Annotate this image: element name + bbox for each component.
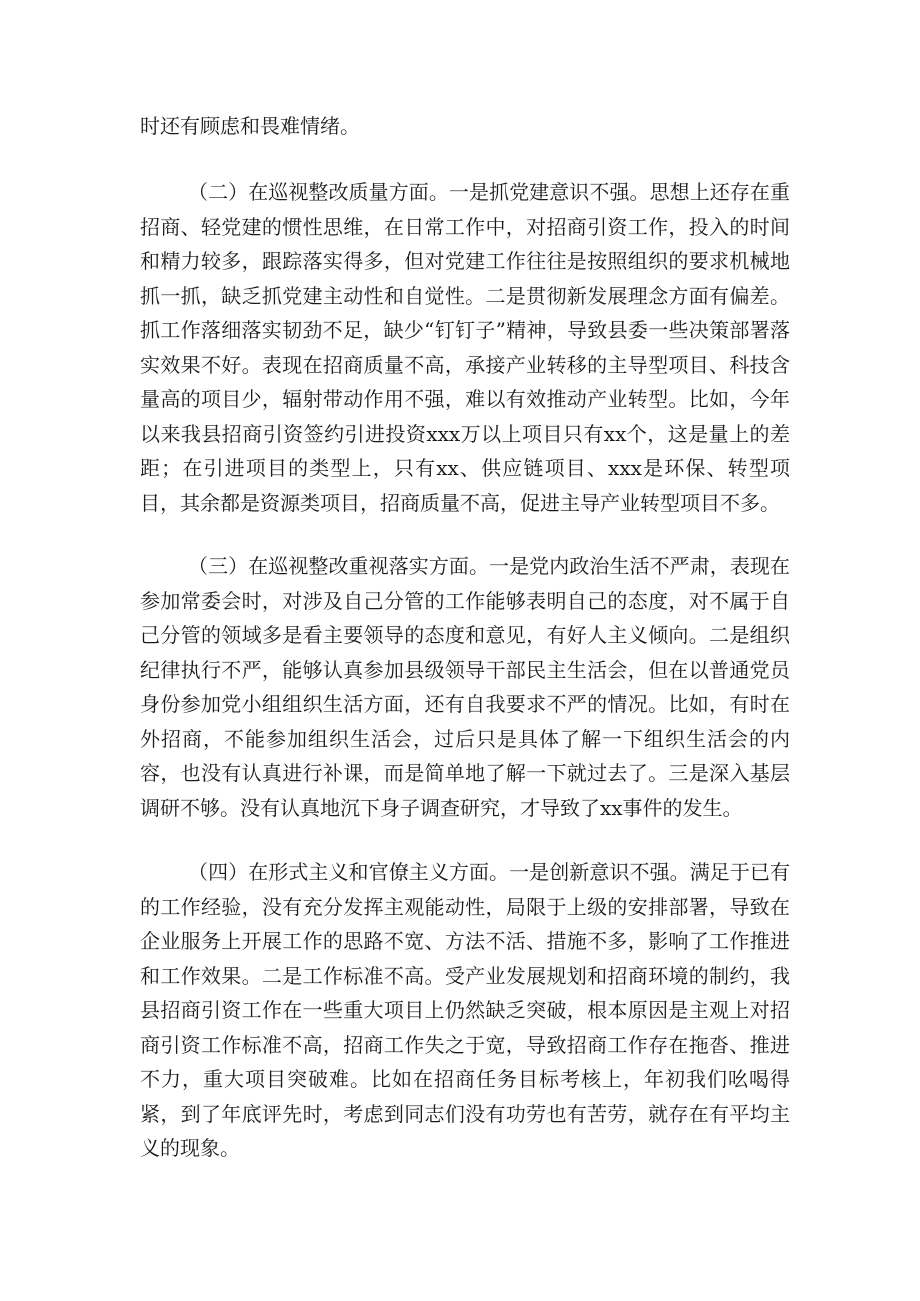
paragraph-section-2: （二）在巡视整改质量方面。一是抓党建意识不强。思想上还存在重招商、轻党建的惯性思维，在日常工作中，对招商引资工作，投入的时间和精力较多，跟踪落实得多，但对党建工作往往是按照组织的要求机械地抓一抓，缺乏抓党建主动性和自觉性。二是贯彻新发展理念方面有偏差。抓工作落细落实韧劲不足，缺少“钉钉子”精神，导致县委一些决策部署落实效果不好。表现在招商质量不高，承接产业转移的主导型项目、科技含量高的项目少，辐射带动作用不强，难以有效推动产业转型。比如，今年以来我县招商引资签约引进投资xxx万以上项目只有xx个，这是量上的差距；在引进项目的类型上，只有xx、供应链项目、xxx是环保、转型项目，其余都是资源类项目，招商质量不高，促进主导产业转型项目不多。 xyxy=(140,180,790,515)
paragraph-section-4: （四）在形式主义和官僚主义方面。一是创新意识不强。满足于已有的工作经验，没有充分发挥主观能动性，局限于上级的安排部署，导致在企业服务上开展工作的思路不宽、方法不活、措施不多，影响了工作推进和工作效果。二是工作标准不高。受产业发展规划和招商环境的制约，我县招商引资工作在一些重大项目上仍然缺乏突破，根本原因是主观上对招商引资工作标准不高，招商工作失之于宽，导致招商工作存在拖沓、推进不力，重大项目突破难。比如在招商任务目标考核上，年初我们吆喝得紧，到了年底评先时，考虑到同志们没有功劳也有苦劳，就存在有平均主义的现象。 xyxy=(140,860,790,1160)
paragraph-continuation: 时还有顾虑和畏难情绪。 xyxy=(140,114,360,138)
paragraph-section-3: （三）在巡视整改重视落实方面。一是党内政治生活不严肃，表现在参加常委会时，对涉及自己分管的工作能够表明自己的态度，对不属于自己分管的领域多是看主要领导的态度和意见，有好人主义倾向。二是组织纪律执行不严，能够认真参加县级领导干部民主生活会，但在以普通党员身份参加党小组组织生活方面，还有自我要求不严的情况。比如，有时在外招商，不能参加组织生活会，过后只是具体了解一下组织生活会的内容，也没有认真进行补课，而是简单地了解一下就过去了。三是深入基层调研不够。没有认真地沉下身子调查研究，才导致了xx事件的发生。 xyxy=(140,554,790,820)
